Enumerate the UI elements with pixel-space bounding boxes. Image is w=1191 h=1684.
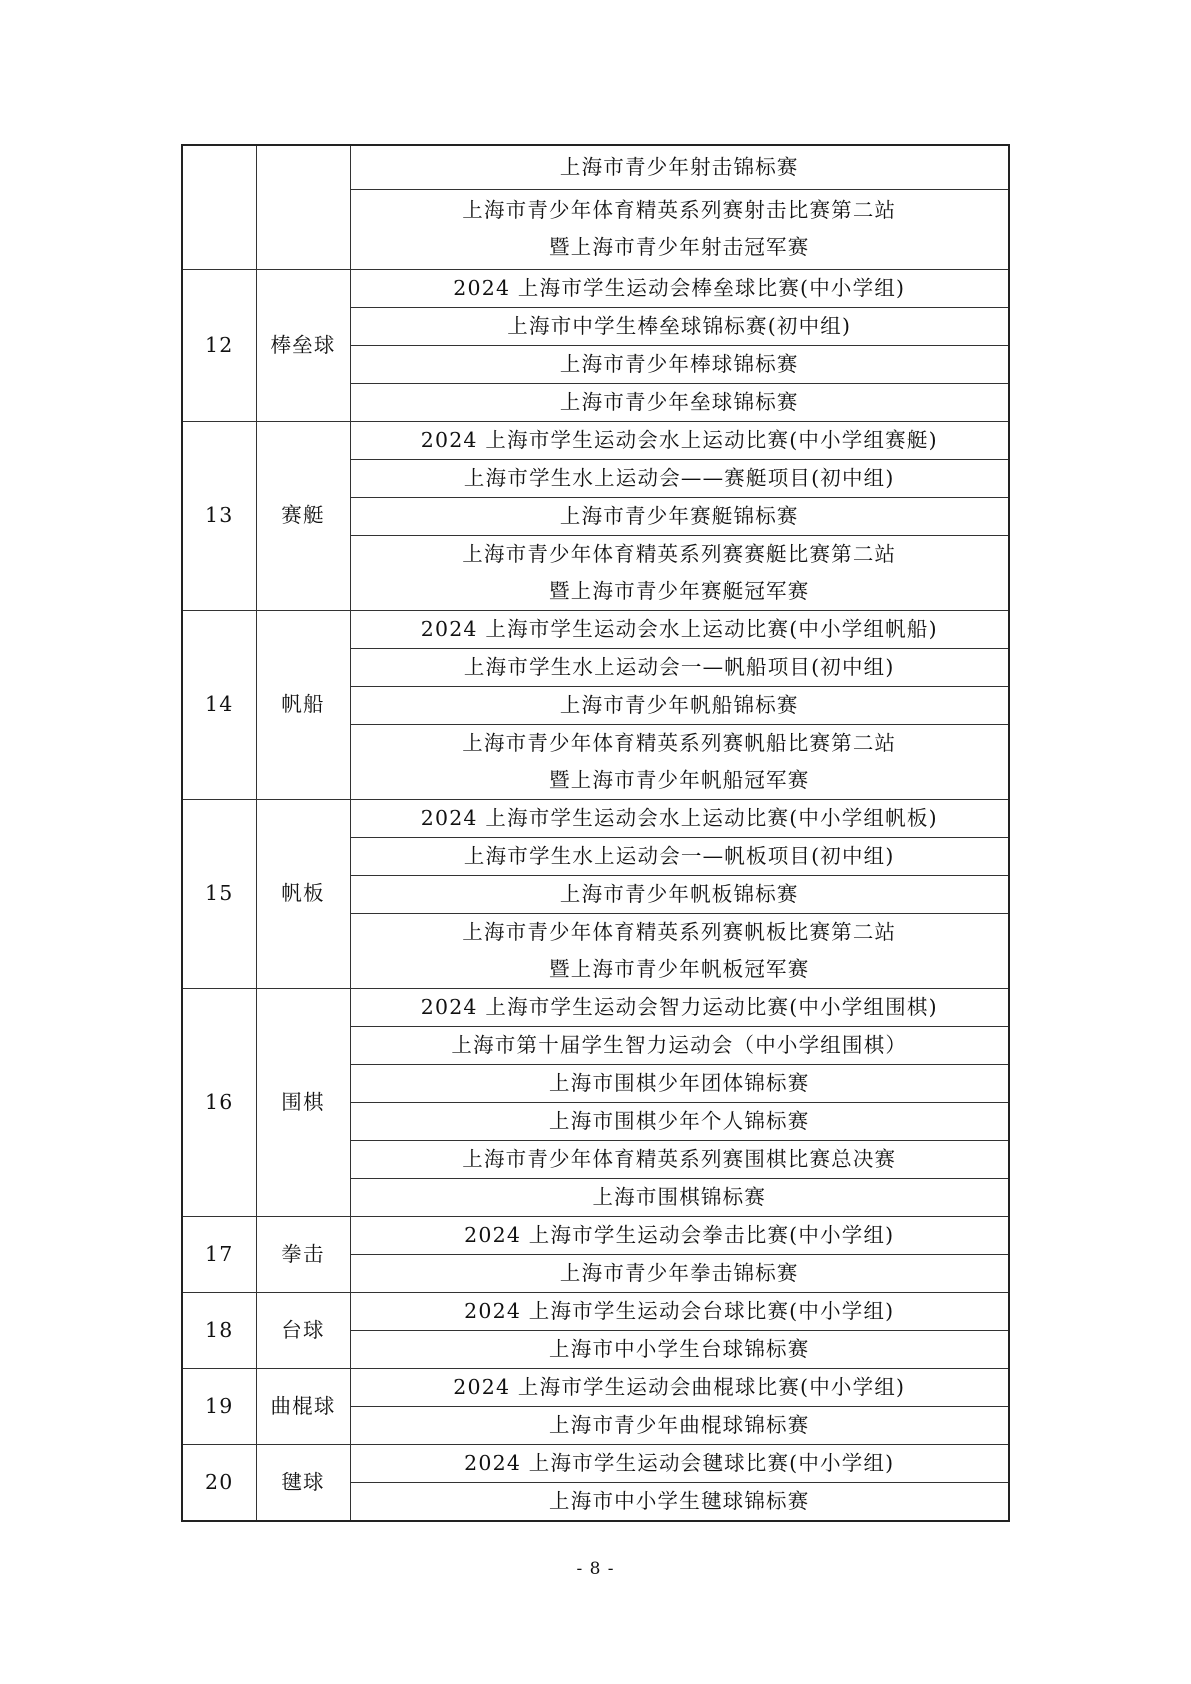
competition-name: 上海市中学生棒垒球锦标赛(初中组) [507, 313, 852, 338]
competition-cell [350, 307, 1009, 345]
sport-name: 台球 [256, 1292, 350, 1368]
competition-name: 2024 上海市学生运动会水上运动比赛(中小学组赛艇) [420, 427, 938, 452]
competition-name: 2024 上海市学生运动会拳击比赛(中小学组) [464, 1222, 895, 1247]
competition-name: 暨上海市青少年射击冠军赛 [549, 235, 810, 259]
competition-name: 上海市青少年射击锦标赛 [559, 154, 799, 179]
competition-cell [350, 1026, 1009, 1064]
competition-cell [350, 145, 1009, 189]
competition-cell [350, 1406, 1009, 1444]
competition-cell [350, 875, 1009, 913]
group-number [182, 145, 256, 269]
competition-name: 2024 上海市学生运动会曲棍球比赛(中小学组) [453, 1374, 906, 1399]
sport-name: 帆船 [256, 610, 350, 799]
competition-name: 上海市学生水上运动会——赛艇项目(初中组) [463, 465, 895, 490]
group-number: 16 [182, 988, 256, 1216]
competition-name: 上海市青少年棒球锦标赛 [559, 351, 799, 376]
sport-name: 曲棍球 [256, 1368, 350, 1444]
competition-name: 2024 上海市学生运动会毽球比赛(中小学组) [464, 1450, 895, 1475]
competition-name: 上海市青少年赛艇锦标赛 [559, 503, 799, 528]
competition-name: 2024 上海市学生运动会水上运动比赛(中小学组帆船) [420, 616, 938, 641]
competition-name: 上海市青少年体育精英系列赛帆船比赛第二站 [462, 730, 897, 755]
competition-name: 2024 上海市学生运动会智力运动比赛(中小学组围棋) [420, 994, 938, 1019]
competition-name: 上海市中小学生毽球锦标赛 [549, 1488, 810, 1513]
competition-cell [350, 1482, 1009, 1521]
competition-table-body [182, 145, 1009, 1521]
competition-name: 上海市青少年垒球锦标赛 [559, 389, 799, 414]
group-number: 19 [182, 1368, 256, 1444]
competition-cell [350, 1254, 1009, 1292]
table-row [182, 988, 1009, 1026]
table-row [182, 1444, 1009, 1482]
sport-name: 拳击 [256, 1216, 350, 1292]
competition-name: 上海市学生水上运动会一—帆板项目(初中组) [463, 843, 895, 868]
competition-cell [350, 383, 1009, 421]
group-number: 12 [182, 269, 256, 421]
competition-cell [350, 269, 1009, 307]
competition-name: 2024 上海市学生运动会棒垒球比赛(中小学组) [453, 275, 906, 300]
competition-cell [350, 1064, 1009, 1102]
competition-cell [350, 1330, 1009, 1368]
competition-cell [350, 459, 1009, 497]
competition-cell [350, 535, 1009, 610]
competition-cell [350, 686, 1009, 724]
competition-cell [350, 724, 1009, 799]
group-number: 13 [182, 421, 256, 610]
competition-table [181, 144, 1010, 1522]
competition-name: 上海市青少年拳击锦标赛 [559, 1260, 799, 1285]
competition-name: 上海市青少年体育精英系列赛围棋比赛总决赛 [462, 1146, 897, 1171]
page-number: - 8 - [576, 1559, 615, 1579]
competition-name: 上海市青少年曲棍球锦标赛 [549, 1412, 810, 1437]
competition-name: 上海市青少年帆船锦标赛 [559, 692, 799, 717]
competition-name: 暨上海市青少年帆船冠军赛 [549, 767, 810, 792]
competition-name: 上海市围棋少年个人锦标赛 [549, 1108, 810, 1133]
competition-cell [350, 913, 1009, 988]
competition-name: 上海市青少年体育精英系列赛射击比赛第二站 [462, 198, 897, 222]
table-row [182, 1292, 1009, 1330]
sport-name: 围棋 [256, 988, 350, 1216]
competition-cell [350, 648, 1009, 686]
sport-name: 毽球 [256, 1444, 350, 1521]
table-row [182, 610, 1009, 648]
sport-name: 棒垒球 [256, 269, 350, 421]
group-number: 15 [182, 799, 256, 988]
competition-name: 上海市青少年体育精英系列赛赛艇比赛第二站 [462, 541, 897, 566]
competition-cell [350, 1140, 1009, 1178]
competition-cell [350, 1216, 1009, 1254]
competition-cell [350, 189, 1009, 269]
table-row [182, 1216, 1009, 1254]
competition-cell [350, 1178, 1009, 1216]
competition-cell [350, 1444, 1009, 1482]
group-number: 18 [182, 1292, 256, 1368]
competition-cell [350, 610, 1009, 648]
competition-name: 上海市第十届学生智力运动会（中小学组围棋） [451, 1032, 908, 1057]
table-row [182, 145, 1009, 189]
competition-name: 2024 上海市学生运动会水上运动比赛(中小学组帆板) [420, 805, 938, 830]
group-number: 14 [182, 610, 256, 799]
competition-name: 上海市中小学生台球锦标赛 [549, 1336, 810, 1361]
table-row [182, 421, 1009, 459]
competition-name: 上海市围棋少年团体锦标赛 [549, 1070, 810, 1095]
competition-cell [350, 1368, 1009, 1406]
table-row [182, 799, 1009, 837]
competition-cell [350, 421, 1009, 459]
competition-cell [350, 988, 1009, 1026]
sport-name [256, 145, 350, 269]
competition-cell [350, 497, 1009, 535]
competition-cell [350, 1292, 1009, 1330]
competition-cell [350, 345, 1009, 383]
competition-name: 暨上海市青少年赛艇冠军赛 [549, 578, 810, 603]
competition-name: 暨上海市青少年帆板冠军赛 [549, 956, 810, 981]
group-number: 17 [182, 1216, 256, 1292]
competition-name: 上海市青少年帆板锦标赛 [559, 881, 799, 906]
sport-name: 帆板 [256, 799, 350, 988]
competition-cell [350, 799, 1009, 837]
competition-name: 上海市青少年体育精英系列赛帆板比赛第二站 [462, 919, 897, 944]
competition-name: 上海市学生水上运动会一—帆船项目(初中组) [463, 654, 895, 679]
competition-name: 2024 上海市学生运动会台球比赛(中小学组) [464, 1298, 895, 1323]
competition-cell [350, 1102, 1009, 1140]
sport-name: 赛艇 [256, 421, 350, 610]
table-row [182, 269, 1009, 307]
table-row [182, 1368, 1009, 1406]
competition-name: 上海市围棋锦标赛 [592, 1184, 767, 1209]
group-number: 20 [182, 1444, 256, 1521]
competition-cell [350, 837, 1009, 875]
